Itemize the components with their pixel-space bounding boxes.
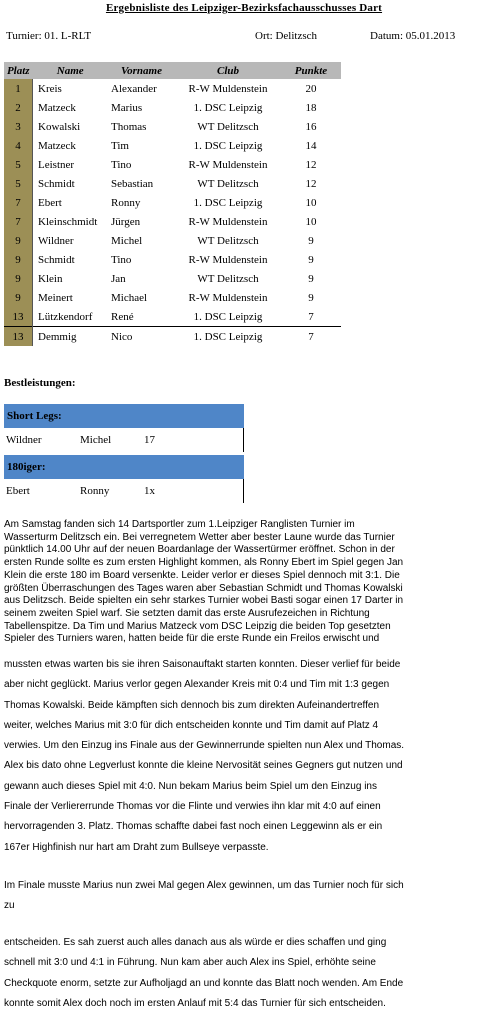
cell-punkte: 9 bbox=[308, 291, 314, 304]
table-row bbox=[4, 193, 341, 212]
one-eighty-value: 1x bbox=[144, 485, 155, 497]
cell-vorname: Ronny bbox=[111, 196, 141, 209]
cell-name: Klein bbox=[38, 272, 63, 285]
results-table bbox=[4, 62, 341, 346]
cell-punkte: 12 bbox=[305, 158, 317, 171]
cell-name: Meinert bbox=[38, 291, 73, 304]
one-eighty-header: 180iger: bbox=[4, 455, 244, 479]
cell-platz: 3 bbox=[4, 117, 33, 136]
header-vorname: Vorname bbox=[108, 62, 175, 79]
short-legs-value: 17 bbox=[144, 434, 155, 446]
one-eighty-vorname: Ronny bbox=[80, 485, 110, 497]
cell-vorname: Marius bbox=[111, 101, 143, 114]
table-row bbox=[4, 98, 341, 117]
table-row bbox=[4, 155, 341, 174]
short-legs-vorname: Michel bbox=[80, 434, 112, 446]
cell-club: R-W Muldenstein bbox=[188, 215, 268, 228]
cell-name: Kreis bbox=[38, 82, 62, 95]
cell-punkte: 18 bbox=[305, 101, 317, 114]
cell-vorname: Michael bbox=[111, 291, 148, 304]
cell-club: 1. DSC Leipzig bbox=[175, 327, 281, 347]
cell-punkte: 14 bbox=[305, 139, 317, 152]
report-paragraph-3 bbox=[4, 876, 484, 917]
header-platz: Platz bbox=[4, 62, 33, 79]
report-line: entscheiden. Es sah zuerst auch alles danach aus als würde er dies schaffen und ging bbox=[4, 937, 387, 948]
cell-vorname: Sebastian bbox=[111, 177, 154, 190]
report-line: Im Finale musste Marius nun zwei Mal gegen Alex gewinnen, um das Turnier noch für sich bbox=[4, 880, 404, 891]
date-label: Datum: 05.01.2013 bbox=[370, 30, 456, 42]
document-title: Ergebnisliste des Leipziger-Bezirksfachausschusses Dart bbox=[105, 2, 383, 14]
table-row bbox=[4, 212, 341, 231]
cell-platz: 9 bbox=[4, 269, 33, 288]
report-line: seinem zweiten Spiel warf. Sie setzten damit das erste Ausrufezeichen in Richtung bbox=[4, 607, 370, 619]
cell-punkte: 12 bbox=[305, 177, 317, 190]
cell-club: R-W Muldenstein bbox=[188, 291, 268, 304]
table-row bbox=[4, 79, 341, 98]
table-row bbox=[4, 117, 341, 136]
cell-punkte: 9 bbox=[308, 253, 314, 266]
short-legs-header: Short Legs: bbox=[4, 404, 244, 428]
report-line: hervorragenden 3. Platz. Thomas schaffte dabei fast noch einen Leggewinn als er ein bbox=[4, 821, 383, 833]
table-row bbox=[4, 269, 341, 288]
cell-platz: 4 bbox=[4, 136, 33, 155]
cell-platz: 9 bbox=[4, 250, 33, 269]
tournament-label: Turnier: 01. L-RLT bbox=[6, 30, 92, 42]
cell-punkte: 9 bbox=[308, 234, 314, 247]
one-eighty-name: Ebert bbox=[6, 485, 30, 497]
cell-punkte: 7 bbox=[308, 310, 314, 323]
cell-name: Matzeck bbox=[38, 139, 76, 152]
cell-club: 1. DSC Leipzig bbox=[193, 196, 263, 209]
cell-club: WT Delitzsch bbox=[197, 177, 259, 190]
cell-platz: 1 bbox=[4, 79, 33, 98]
cell-club: WT Delitzsch bbox=[197, 272, 259, 285]
cell-punkte: 10 bbox=[305, 196, 317, 209]
header-name: Name bbox=[33, 62, 109, 79]
cell-club: WT Delitzsch bbox=[197, 234, 259, 247]
cell-vorname: Tim bbox=[111, 139, 129, 152]
report-line: Klein die erste 180 im Board versenkte. Leider verlor er dieses Spiel dennoch mit 3:1. Die bbox=[4, 569, 400, 581]
table-row bbox=[4, 174, 341, 193]
cell-name: Leistner bbox=[38, 158, 75, 171]
cell-club: R-W Muldenstein bbox=[188, 82, 268, 95]
cell-platz: 9 bbox=[4, 288, 33, 307]
cell-vorname: Michel bbox=[111, 234, 143, 247]
cell-name: Wildner bbox=[38, 234, 74, 247]
cell-platz: 5 bbox=[4, 174, 33, 193]
table-row bbox=[4, 136, 341, 155]
table-row bbox=[4, 231, 341, 250]
table-row bbox=[4, 327, 341, 347]
cell-name: Schmidt bbox=[38, 177, 75, 190]
location-label: Ort: Delitzsch bbox=[255, 30, 318, 42]
cell-platz: 2 bbox=[4, 98, 33, 117]
report-line: pünktlich 14.00 Uhr auf der neuen Boardanlage der Wassertürmer eröffnet. Schon in der bbox=[4, 544, 395, 556]
cell-platz: 5 bbox=[4, 155, 33, 174]
cell-platz: 7 bbox=[4, 212, 33, 231]
report-line: Am Samstag fanden sich 14 Dartsportler zum 1.Leipziger Ranglisten Turnier im bbox=[4, 519, 355, 530]
results-header-row bbox=[4, 62, 341, 79]
cell-punkte: 7 bbox=[281, 327, 341, 347]
one-eighty-box bbox=[4, 455, 244, 503]
report-line: gewann auch dieses Spiel mit 4:0. Nun bekam Marius beim Spiel um den Einzug ins bbox=[4, 780, 377, 792]
header-punkte: Punkte bbox=[281, 62, 341, 79]
cell-vorname: René bbox=[111, 310, 134, 323]
report-line: konnte somit Alex doch noch im ersten Anlauf mit 5:4 das Turnier für sich entscheiden. bbox=[4, 997, 386, 1009]
report-line: aus Delitzsch. Beide spielten ein sehr starkes Turnier wobei Basti sogar einen 17 Darter in bbox=[4, 595, 404, 607]
report-line: Wasserturm Delitzsch ein. Bei verregnetem Wetter aber bester Laune wurde das Turnier bbox=[4, 531, 395, 543]
report-line: mussten etwas warten bis sie ihren Saisonauftakt starten konnten. Dieser verlief für beide bbox=[4, 659, 401, 670]
table-row bbox=[4, 307, 341, 327]
report-line: Spieler des Turniers waren, hatten beide für die erste Runde ein Freilos erwischt und bbox=[4, 633, 380, 645]
cell-name: Matzeck bbox=[38, 101, 76, 114]
short-legs-box bbox=[4, 404, 244, 452]
bestleistungen-label: Bestleistungen: bbox=[4, 377, 76, 389]
cell-club: 1. DSC Leipzig bbox=[193, 139, 263, 152]
cell-punkte: 10 bbox=[305, 215, 317, 228]
report-line: Tabellenspitze. Da Tim und Marius Matzeck vom DSC Leipzig die beiden Top gesetzten bbox=[4, 620, 391, 632]
cell-vorname: Thomas bbox=[111, 120, 147, 133]
short-legs-name: Wildner bbox=[6, 434, 42, 446]
cell-platz: 9 bbox=[4, 231, 33, 250]
cell-club: 1. DSC Leipzig bbox=[193, 101, 263, 114]
cell-club: R-W Muldenstein bbox=[188, 158, 268, 171]
cell-vorname: Tino bbox=[111, 158, 132, 171]
report-line: 167er Highfinish nur hart am Draht zum Bullseye verpasste. bbox=[4, 841, 269, 853]
report-line: weiter, welches Marius mit 3:0 für dich entscheiden konnte und Tim damit auf Platz 4 bbox=[4, 719, 379, 731]
cell-vorname: Alexander bbox=[111, 82, 157, 95]
cell-name: Kowalski bbox=[38, 120, 81, 133]
report-paragraph-1 bbox=[4, 519, 484, 646]
cell-vorname: Nico bbox=[108, 327, 175, 347]
table-row bbox=[4, 250, 341, 269]
report-paragraph-4 bbox=[4, 933, 484, 1014]
cell-club: WT Delitzsch bbox=[197, 120, 259, 133]
cell-punkte: 16 bbox=[305, 120, 317, 133]
cell-vorname: Tino bbox=[111, 253, 132, 266]
report-line: aber nicht geglückt. Marius verlor gegen Alexander Kreis mit 0:4 und Tim mit 1:3 gegen bbox=[4, 679, 390, 691]
report-line: zu bbox=[4, 900, 15, 912]
short-legs-row bbox=[4, 428, 244, 452]
cell-club: 1. DSC Leipzig bbox=[193, 310, 263, 323]
cell-platz: 13 bbox=[4, 307, 33, 327]
cell-club: R-W Muldenstein bbox=[188, 253, 268, 266]
report-line: ersten Runde sollte es zum ersten Highlight kommen, als Ronny Ebert im Spiel gegen Jan bbox=[4, 557, 404, 569]
cell-name: Demmig bbox=[33, 327, 109, 347]
report-line: größten Überraschungen des Tages waren aber Sebastian Schmidt und Thomas Kowalski bbox=[4, 582, 403, 594]
cell-punkte: 20 bbox=[305, 82, 317, 95]
report-paragraph-2 bbox=[4, 655, 484, 858]
one-eighty-row bbox=[4, 479, 244, 503]
cell-vorname: Jürgen bbox=[111, 215, 141, 228]
cell-name: Lützkendorf bbox=[38, 310, 93, 323]
cell-punkte: 9 bbox=[308, 272, 314, 285]
cell-platz: 7 bbox=[4, 193, 33, 212]
table-row bbox=[4, 288, 341, 307]
report-line: Thomas Kowalski. Beide kämpften sich dennoch bis zum direkten Aufeinandertreffen bbox=[4, 699, 380, 711]
cell-platz: 13 bbox=[4, 327, 33, 347]
report-line: Checkquote enorm, setzte zur Aufholjagd an und konnte das Blatt noch wenden. Am Ende bbox=[4, 977, 404, 989]
report-line: verwies. Um den Einzug ins Finale aus der Gewinnerrunde spielten nun Alex und Thomas. bbox=[4, 740, 405, 752]
cell-name: Schmidt bbox=[38, 253, 75, 266]
cell-vorname: Jan bbox=[111, 272, 126, 285]
header-club: Club bbox=[175, 62, 281, 79]
report-line: Finale der Verliererrunde Thomas vor die Flinte und verwies ihn klar mit 4:0 auf einen bbox=[4, 801, 381, 813]
cell-name: Kleinschmidt bbox=[38, 215, 98, 228]
report-line: Alex bis dato ohne Legverlust konnte die kleine Nervosität seines Gegners gut nutzen und bbox=[4, 760, 403, 772]
cell-name: Ebert bbox=[38, 196, 62, 209]
report-line: schnell mit 3:0 und 4:1 in Führung. Nun kam aber auch Alex ins Spiel, erhöhte seine bbox=[4, 957, 376, 969]
